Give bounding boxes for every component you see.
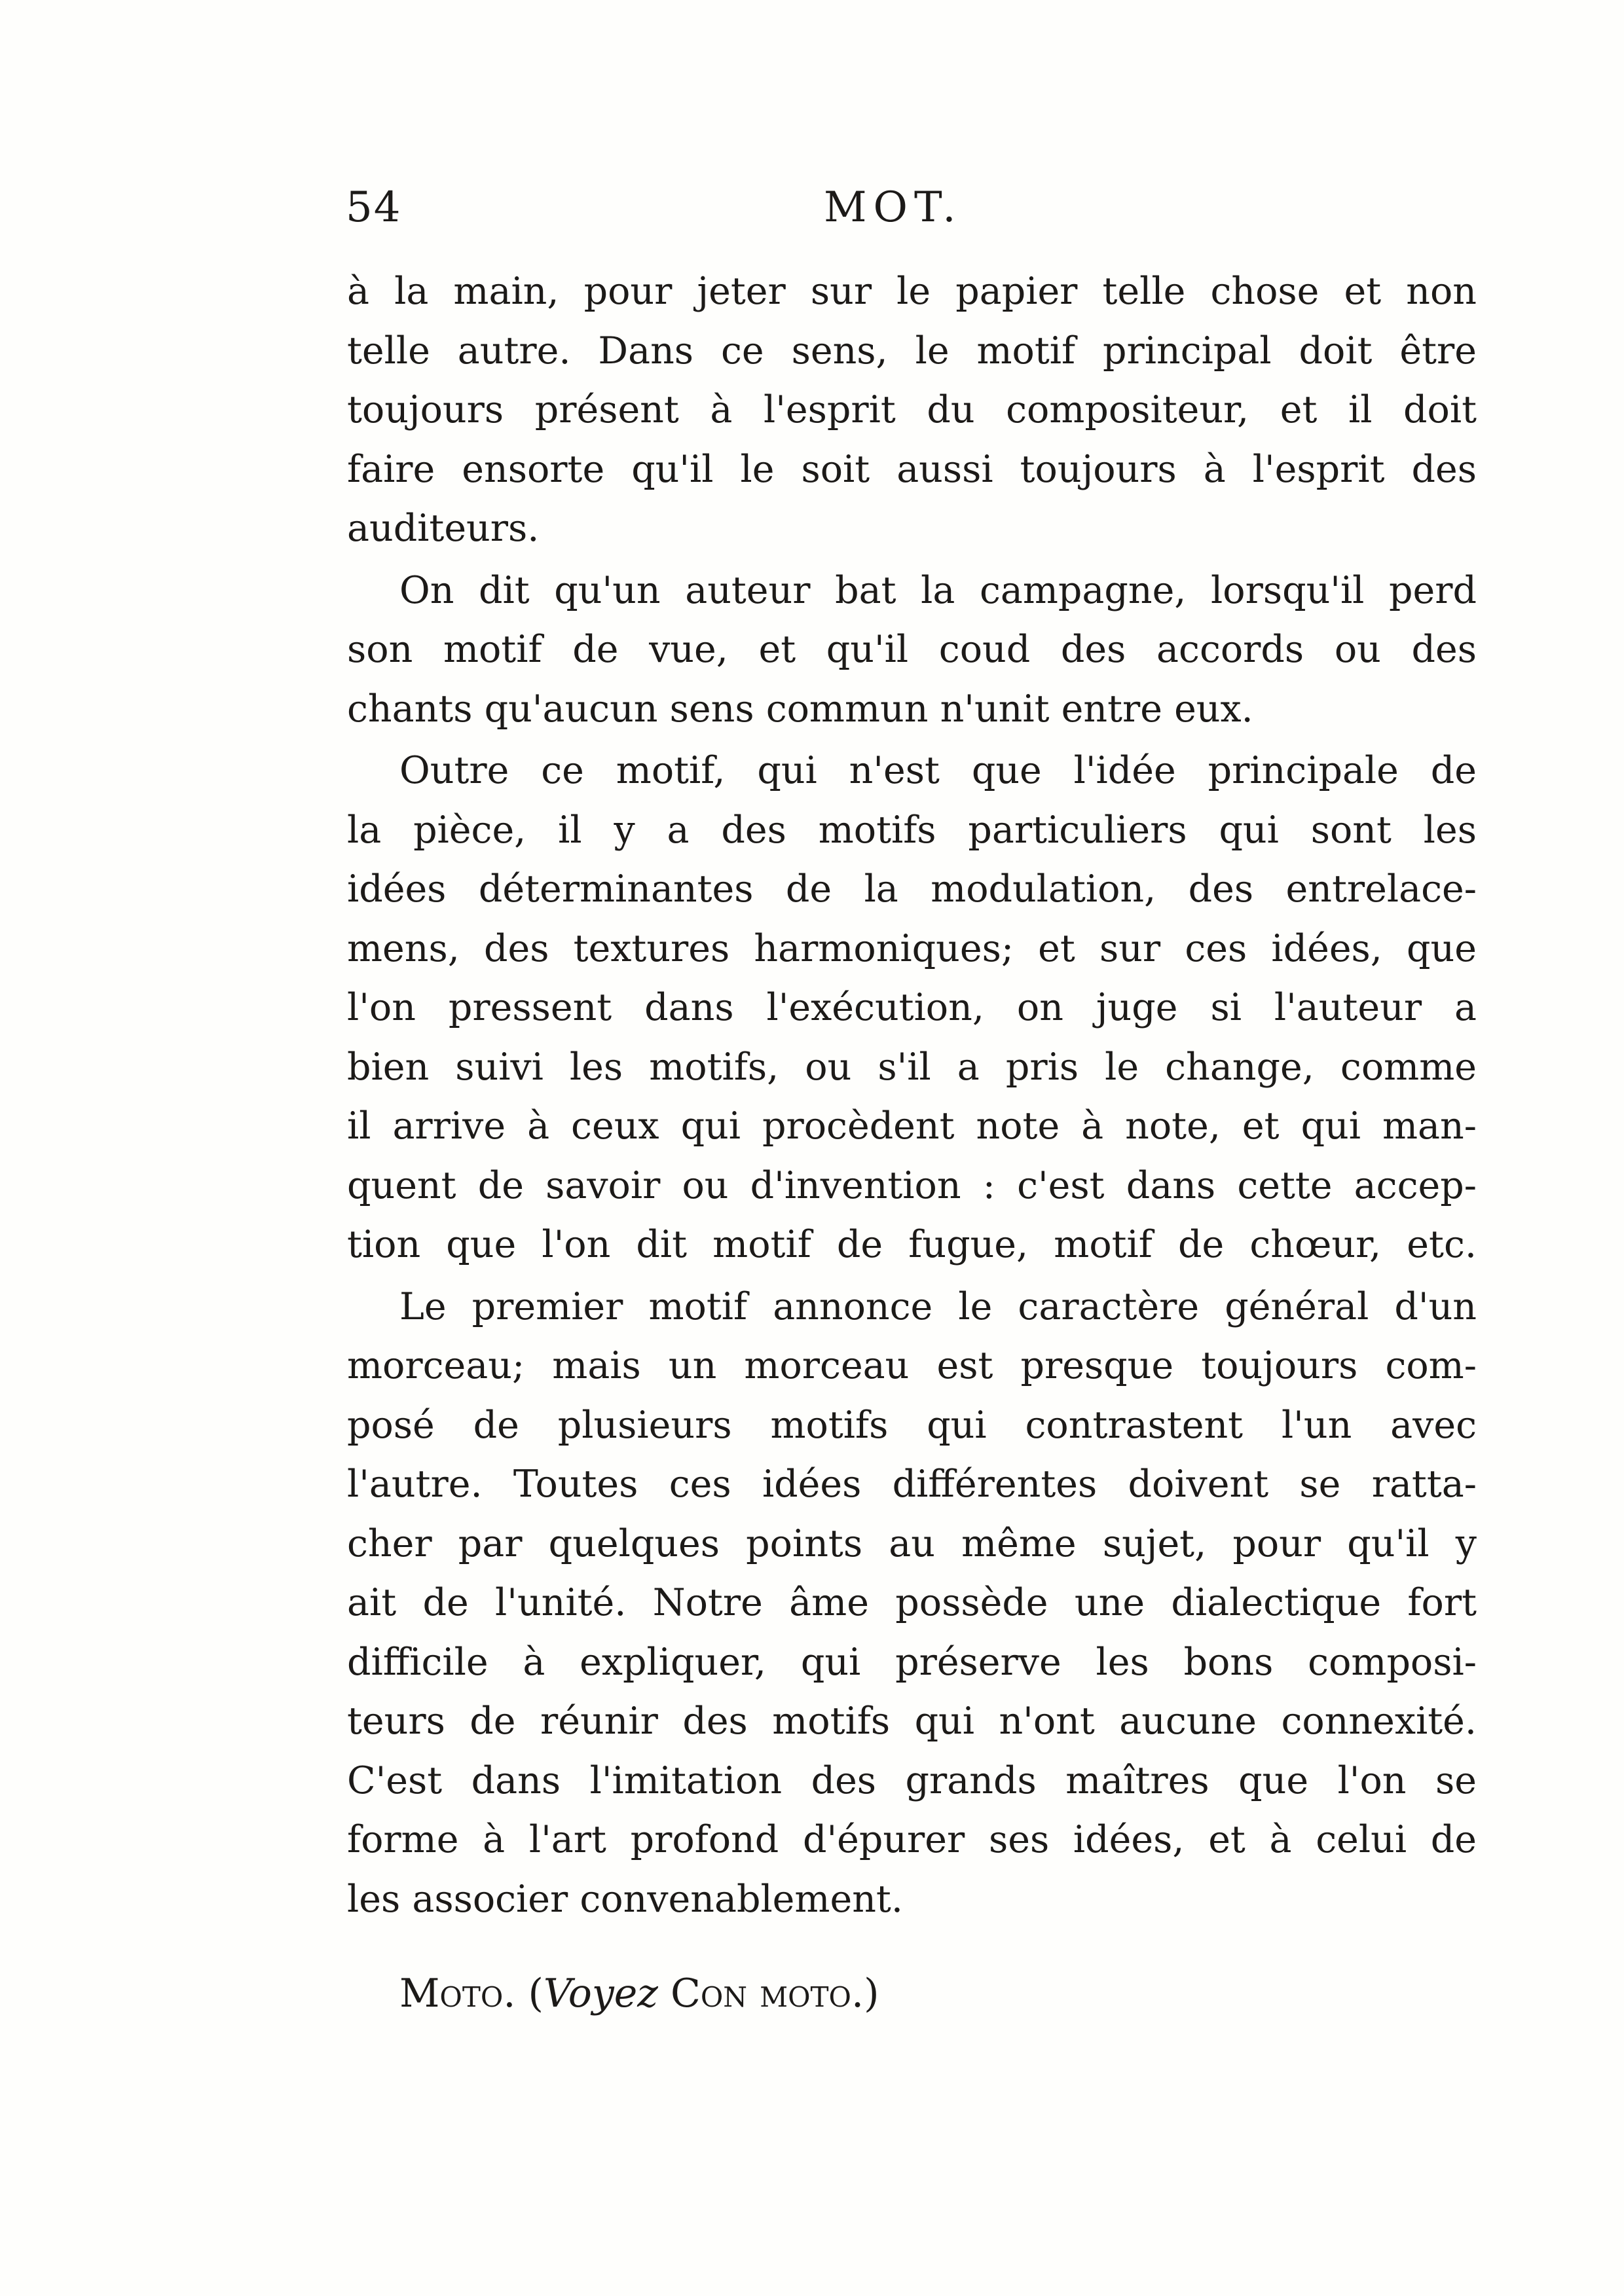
- text-line: à la main, pour jeter sur le papier telle chose et non: [347, 270, 1477, 313]
- text-line: morceau; mais un morceau est presque toujours com-: [347, 1344, 1477, 1387]
- text-line: bien suivi les motifs, ou s'il a pris le change, comme: [347, 1045, 1477, 1089]
- text-line: idées déterminantes de la modulation, des entrelace-: [347, 867, 1477, 911]
- text-line: difficile à expliquer, qui préserve les bons composi-: [347, 1640, 1477, 1684]
- entry-see-word: Voyez: [543, 1971, 658, 2016]
- page-header: [346, 183, 1479, 255]
- text-line: les associer convenablement.: [347, 1877, 903, 1921]
- text-line: On dit qu'un auteur bat la campagne, lorsqu'il perd: [399, 568, 1477, 612]
- body-text: [347, 262, 1477, 1929]
- text-line: son motif de vue, et qu'il coud des accords ou des: [347, 628, 1477, 671]
- paragraph-1: [347, 262, 1477, 558]
- text-line: auditeurs.: [347, 507, 540, 550]
- text-line: faire ensorte qu'il le soit aussi toujours à l'esprit des: [347, 447, 1477, 491]
- text-line: l'autre. Toutes ces idées différentes doivent se ratta-: [347, 1463, 1477, 1506]
- running-head: MOT.: [824, 183, 963, 232]
- text-line: quent de savoir ou d'invention : c'est dans cette accep-: [347, 1163, 1477, 1207]
- text-line: la pièce, il y a des motifs particuliers qui sont les: [347, 808, 1477, 852]
- text-line: tion que l'on dit motif de fugue, motif de chœur, etc.: [347, 1223, 1477, 1266]
- entry-close-paren: ): [864, 1971, 879, 2016]
- paragraph-3: [347, 741, 1477, 1275]
- paragraph-4: [347, 1277, 1477, 1929]
- text-line: cher par quelques points au même sujet, pour qu'il y: [347, 1522, 1477, 1565]
- text-line: l'on pressent dans l'exécution, on juge si l'auteur a: [347, 986, 1477, 1029]
- text-line: forme à l'art profond d'épurer ses idées, et à celui de: [347, 1818, 1477, 1861]
- dictionary-entry: [399, 1971, 879, 2016]
- text-line: posé de plusieurs motifs qui contrastent l'un avec: [347, 1403, 1477, 1447]
- text-line: chants qu'aucun sens commun n'unit entre eux.: [347, 687, 1253, 731]
- entry-open-paren: (: [528, 1971, 544, 2016]
- text-line: Outre ce motif, qui n'est que l'idée principale de: [399, 749, 1477, 792]
- text-line: C'est dans l'imitation des grands maîtres que l'on se: [347, 1758, 1477, 1802]
- paragraph-2: [347, 561, 1477, 739]
- text-line: ait de l'unité. Notre âme possède une dialectique fort: [347, 1581, 1477, 1624]
- entry-headword: Moto.: [399, 1971, 516, 2016]
- text-line: Le premier motif annonce le caractère général d'un: [399, 1285, 1477, 1328]
- entry-cross-reference: Con moto.: [670, 1971, 864, 2016]
- page-number: 54: [346, 183, 402, 232]
- text-line: teurs de réunir des motifs qui n'ont aucune connexité.: [347, 1700, 1477, 1743]
- text-line: telle autre. Dans ce sens, le motif principal doit être: [347, 329, 1477, 373]
- text-line: mens, des textures harmoniques; et sur ces idées, que: [347, 926, 1477, 970]
- text-line: il arrive à ceux qui procèdent note à note, et qui man-: [347, 1104, 1477, 1148]
- text-line: toujours présent à l'esprit du compositeur, et il doit: [347, 388, 1477, 431]
